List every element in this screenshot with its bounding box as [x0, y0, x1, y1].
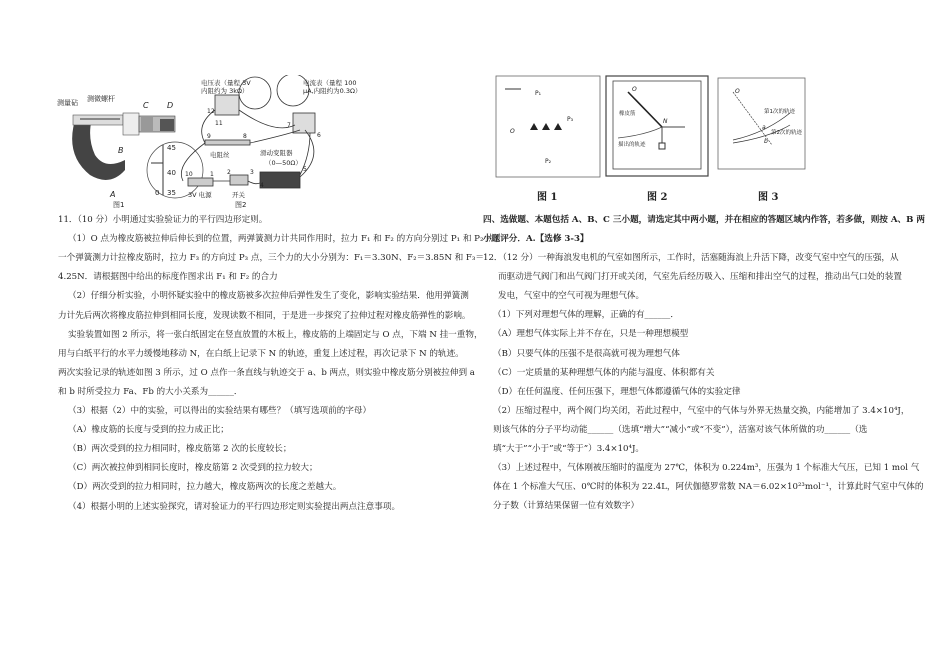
label-a: a	[762, 124, 766, 131]
terminal-6: 6	[317, 132, 321, 139]
section4-line: 四、选做题、本题包括 A、B、C 三小题，请选定其中两小题，并在相应的答题区域内作答，若多做，则按 A、B 两	[483, 215, 925, 225]
label-n: N	[663, 118, 668, 125]
q12-line: 12．（12 分）一种海浪发电机的气室如图所示，工作时，活塞随海浪上升活下降，改变气室中空气的压强，从	[483, 253, 899, 263]
label-spindle: 测微螺杆	[87, 95, 115, 103]
q12-line: 而驱动进气阀门和出气阀门打开或关闭，气室先后经历吸入、压缩和排出空气的过程，推动出气口处的装置	[498, 272, 902, 283]
q12-line: 体在 1 个标准大气压、0℃时的体积为 22.4L，阿伏伽德罗常数 NA＝6.02×10²³mol⁻¹，计算此时气室中气体的	[493, 482, 924, 493]
label-a: A	[110, 190, 116, 199]
terminal-7: 7	[287, 122, 291, 129]
terminal-12: 12	[207, 108, 215, 115]
q12-line: （A）理想气体实际上并不存在，只是一种理想模型	[493, 329, 689, 340]
figure-3-traces	[718, 78, 805, 169]
q12-line: 则该气体的分子平均动能______（选填“增大”“减小”或“不变”），活塞对该气体所做的功______（选	[493, 424, 868, 435]
q11-line: （1）O 点为橡皮筋被拉伸后伸长到的位置，两弹簧测力计共同作用时，拉力 F₁ 和 F₂ 的方向分别过 P₁ 和 P₂ 点；	[68, 234, 504, 245]
q11-line: （4）根据小明的上述实验探究，请对验证力的平行四边形定则实验提出两点注意事项。	[68, 501, 401, 512]
figure-caption-3: 图 3	[758, 192, 779, 203]
label-o: O	[632, 86, 637, 93]
q11-line: 力计先后两次将橡皮筋拉伸到相同长度，发现读数不相同，于是进一步探究了拉伸过程对橡皮筋弹性的影响。	[58, 310, 471, 321]
label-second-trace: 第2次的轨迹	[771, 130, 802, 136]
q12-line: 分子数（计算结果保留一位有效数字）	[493, 501, 640, 512]
q11-line: （B）两次受到的拉力相同时，橡皮筋第 2 次的长度较长；	[68, 444, 292, 455]
label-voltmeter: 电压表（量程 3V	[201, 79, 251, 87]
q12-line: （B）只要气体的压强不是很高就可视为理想气体	[493, 348, 680, 359]
label-resistance-wire: 电阻丝	[210, 151, 230, 159]
label-b: B	[118, 146, 124, 155]
label-o: O	[510, 128, 515, 135]
label-rubber-band: 橡皮筋	[619, 111, 636, 117]
terminal-5: 5	[303, 166, 307, 173]
q11-line: 11．（10 分）小明通过实验验证力的平行四边形定则。	[58, 215, 268, 225]
label-power-source: 3V 电源	[188, 191, 212, 199]
label-switch: 开关	[232, 191, 245, 199]
terminal-3: 3	[250, 169, 254, 176]
terminal-10: 10	[185, 171, 193, 178]
micrometer-and-circuit-figure	[55, 75, 365, 210]
section4-line: 小题评分．A.【选修 3-3】	[483, 234, 589, 245]
figure-caption-2: 图 2	[647, 192, 668, 203]
q12-line: 发电，气室中的空气可视为理想气体。	[498, 291, 645, 302]
q12-line: （D）在任何温度、任何压强下，理想气体都遵循气体的实验定律	[493, 386, 741, 397]
q11-line: （2）仔细分析实验，小明怀疑实验中的橡皮筋被多次拉伸后弹性发生了变化，影响实验结果．他用弹簧测	[68, 291, 469, 302]
tick-45: 45	[167, 144, 176, 152]
terminal-1: 1	[210, 171, 214, 178]
q12-line: （C）一定质量的某种理想气体的内能与温度、体积都有关	[493, 367, 715, 378]
label-c: C	[143, 101, 149, 110]
label-p2: P₂	[545, 158, 552, 165]
label-o: O	[735, 88, 740, 95]
label-p3: P₃	[567, 116, 574, 123]
q11-line: （3）根据（2）中的实验，可以得出的实验结果有哪些？（填写选项前的字母）	[68, 406, 372, 416]
q11-line: 一个弹簧测力计拉橡皮筋时，拉力 F₃ 的方向过 P₃ 点，三个力的大小分别为：F₁＝3.30N、F₂＝3.85N 和 F₃＝	[58, 253, 484, 264]
terminal-4: 4	[260, 182, 264, 189]
label-ammeter: 电流表（量程 100	[303, 79, 357, 87]
terminal-8: 8	[243, 133, 247, 140]
terminal-2: 2	[227, 169, 231, 176]
figure-caption-1: 图1	[113, 201, 125, 209]
label-rheostat-range: （0—50Ω）	[265, 159, 302, 167]
label-ammeter-resistance: μA,内阻约为0.3Ω）	[303, 87, 362, 95]
label-first-trace: 第1次的轨迹	[764, 109, 795, 115]
tick-0: 0	[155, 189, 160, 197]
q11-line: （D）两次受到的拉力相同时，拉力越大，橡皮筋两次的长度之差越大。	[68, 482, 342, 493]
label-d: D	[167, 101, 174, 110]
q11-line: 实验装置如图 2 所示，将一张白纸固定在竖直放置的木板上，橡皮筋的上端固定与 O 点，下端 N 挂一重物，	[68, 329, 483, 340]
q12-line: （3）上述过程中，气体刚被压缩时的温度为 27℃，体积为 0.224m³，压强为 1 个标准大气压，已知 1 mol 气	[493, 463, 920, 474]
q11-line: 用与白纸平行的水平力缓慢地移动 N，在白纸上记录下 N 的轨迹，重复上述过程，再次记录下 N 的轨迹。	[58, 348, 464, 359]
label-voltmeter-resistance: 内阻约为 3kΩ）	[201, 87, 249, 95]
label-rheostat: 滑动变阻器	[260, 149, 293, 157]
label-anvil: 测量砧	[57, 99, 78, 107]
q11-line: 和 b 时所受拉力 Fa、Fb 的大小关系为______．	[58, 386, 243, 397]
label-p1: P₁	[535, 90, 542, 97]
q11-line: （C）两次被拉伸到相同长度时，橡皮筋第 2 次受到的拉力较大；	[68, 463, 318, 474]
q11-line: 两次实验记录的轨迹如图 3 所示，过 O 点作一条直线与轨迹交于 a、b 两点，则实验中橡皮筋分别被拉伸到 a	[58, 367, 475, 378]
q12-line: 填“大于”“小于”或“等于”）3.4×10⁴J。	[493, 444, 644, 454]
tick-35: 35	[167, 189, 176, 197]
label-b: b	[764, 138, 768, 145]
q11-line: 4.25N．请根据图中给出的标度作图求出 F₁ 和 F₂ 的合力	[58, 272, 278, 283]
q11-line: （A）橡皮筋的长度与受到的拉力成正比；	[68, 425, 229, 436]
figure-1-force-points	[496, 76, 600, 177]
tick-40: 40	[167, 169, 176, 177]
terminal-9: 9	[207, 133, 211, 140]
terminal-11: 11	[215, 120, 223, 127]
figure-caption-1: 图 1	[537, 192, 558, 203]
q12-line: （1）下列对理想气体的理解，正确的有______．	[493, 310, 679, 321]
figure-caption-2: 图2	[235, 201, 247, 209]
figure-2-apparatus	[606, 76, 708, 176]
q12-line: （2）压缩过程中，两个阀门均关闭，若此过程中，气室中的气体与外界无热量交换，内能增加了 3.4×10⁴J，	[493, 405, 910, 416]
label-trace: 描出的轨迹	[618, 142, 646, 148]
micrometer-diagram	[57, 94, 203, 209]
